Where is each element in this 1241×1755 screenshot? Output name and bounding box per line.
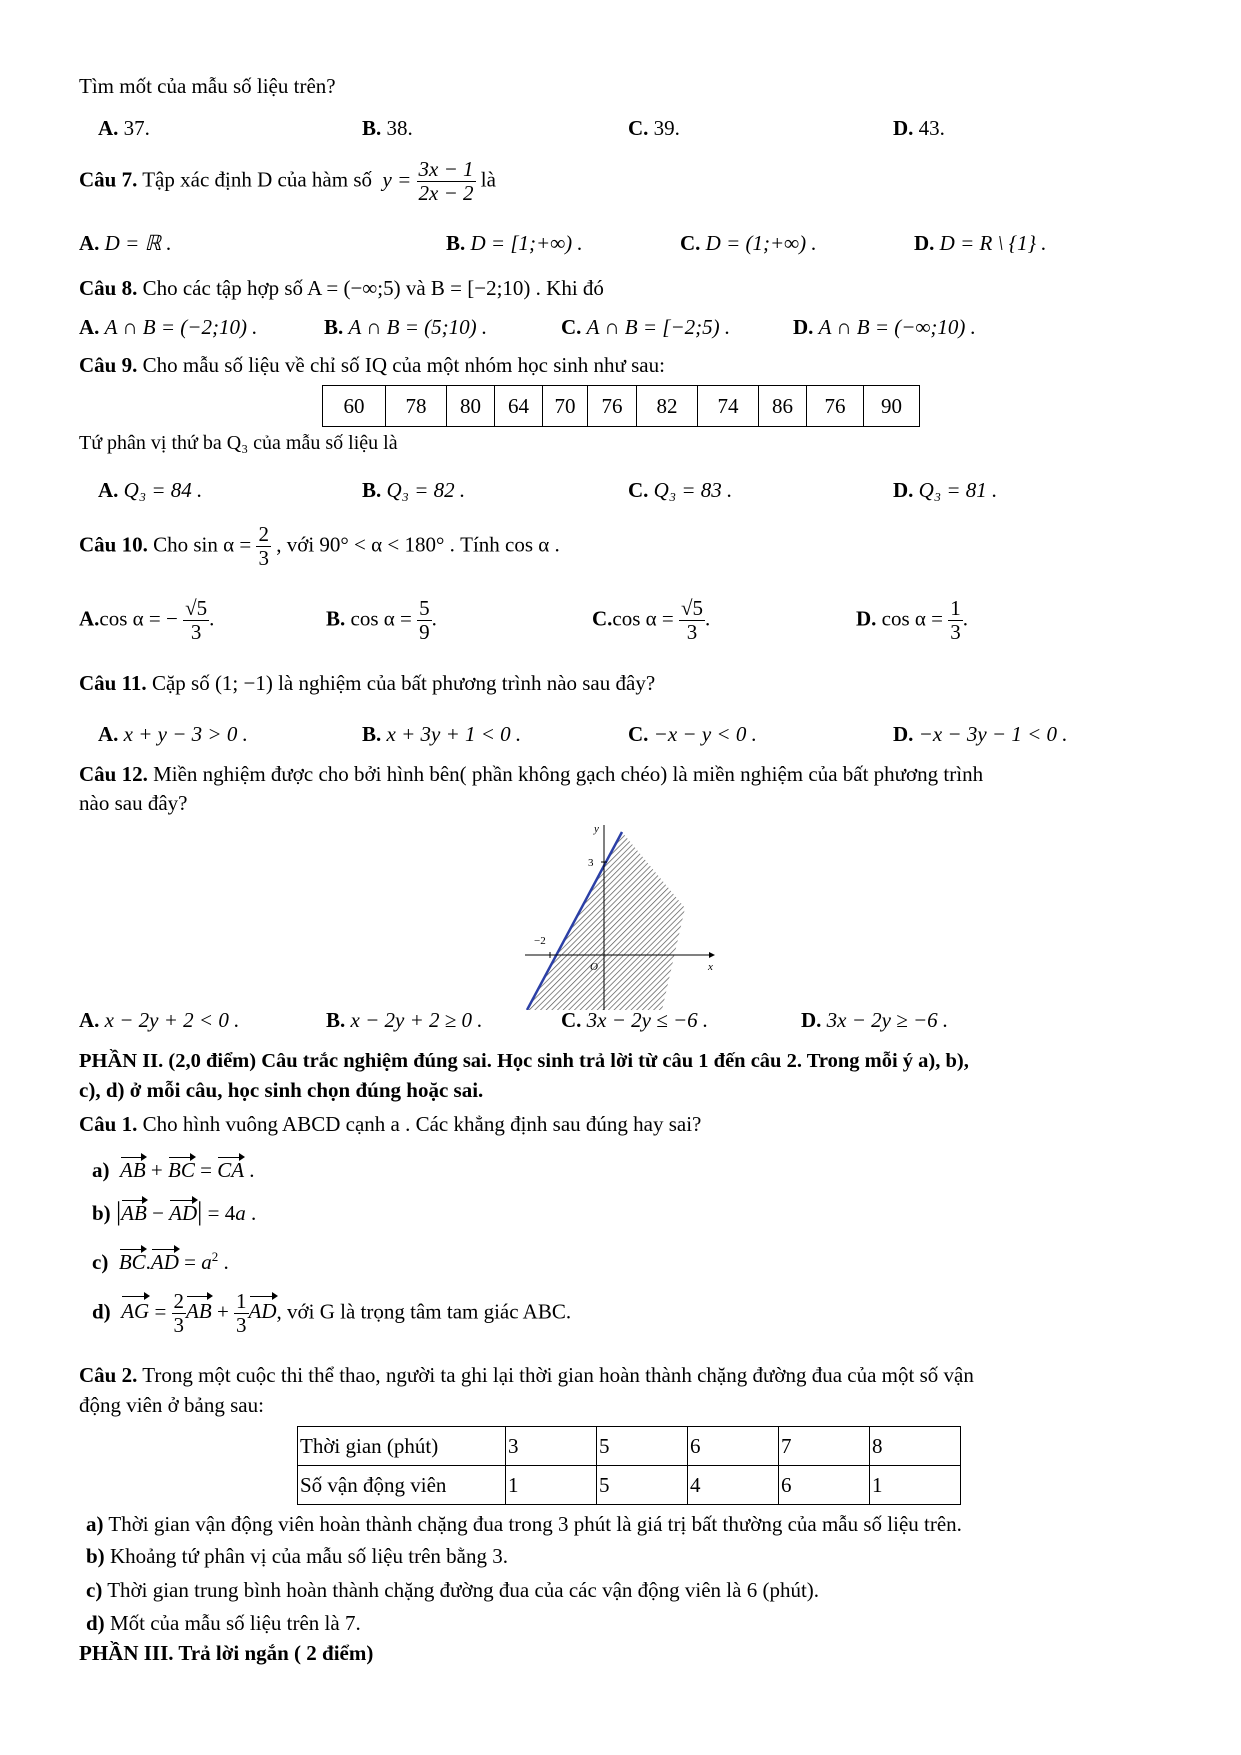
q11-option-c: C. −x − y < 0 . [628, 722, 757, 746]
table-cell: 4 [688, 1466, 779, 1505]
p2q2-item-d: d) Mốt của mẫu số liệu trên là 7. [86, 1611, 361, 1635]
q10-option-d: D. cos α = $\frac{1}{3}$ . [856, 596, 969, 645]
q7-option-d: D. D = R \ {1} . [914, 231, 1047, 255]
p2q1-item-d: d) AG = $\frac{2}{3}$ AB + $\frac{1}{3}$ AD, với G là trọng tâm tam giác ABC. [92, 1289, 572, 1338]
graph-origin: O [590, 961, 598, 973]
q7-option-a: A. D = ℝ . [79, 231, 172, 255]
part2-title-line1: PHẦN II. (2,0 điểm) Câu trắc nghiệm đúng sai. Học sinh trả lời từ câu 1 đến câu 2. Trong mỗi ý a), b), [79, 1050, 969, 1072]
q8-stem: Câu 8. Cho các tập hợp số A = (−∞;5) và B = [−2;10) . Khi đó [79, 276, 604, 300]
table-header-time: Thời gian (phút) [298, 1427, 506, 1466]
p2q1-item-a: a) AB + BC = CA . [92, 1158, 255, 1182]
q7-option-b: B. D = [1;+∞) . [446, 231, 583, 255]
iq-cell: 76 [807, 386, 864, 427]
table-cell: 6 [779, 1466, 870, 1505]
p2q1-item-c: c) $BC.AD = a^2$ . [92, 1249, 229, 1274]
q10-option-c: C.cos α = $\frac{√5}{3}$ . [592, 596, 711, 645]
q8-option-b: B. A ∩ B = (5;10) . [324, 315, 488, 339]
graph-y-label: y [594, 823, 599, 835]
table-cell: 6 [688, 1427, 779, 1466]
q12-stem-line2: nào sau đây? [79, 791, 188, 815]
q9-option-a: A. Q₃ = 84 . [98, 478, 203, 502]
p2q1-item-b: b) |AB − AD| = 4a . [92, 1197, 257, 1226]
q10-stem: Câu 10. Cho sin α = $\frac{2}{3}$ , với 90° < α < 180° . Tính cos α . [79, 522, 560, 571]
q10-option-b: B. cos α = $\frac{5}{9}$ . [326, 596, 437, 645]
q11-option-a: A. x + y − 3 > 0 . [98, 722, 248, 746]
iq-cell: 70 [543, 386, 588, 427]
p2q2-stem-line1: Câu 2. Trong một cuộc thi thể thao, người ta ghi lại thời gian hoàn thành chặng đường đua của một số vận [79, 1363, 974, 1387]
iq-cell: 76 [588, 386, 637, 427]
iq-cell: 80 [447, 386, 495, 427]
q12-option-b: B. x − 2y + 2 ≥ 0 . [326, 1008, 483, 1032]
q6-option-a: A. 37. [98, 116, 150, 140]
p2q2-item-c: c) Thời gian trung bình hoàn thành chặng đường đua của các vận động viên là 6 (phút). [86, 1578, 820, 1602]
q6-option-d: D. 43. [893, 116, 945, 140]
q12-option-c: C. 3x − 2y ≤ −6 . [561, 1008, 709, 1032]
q7-fraction: $\frac{3x - 1}{2x - 2}$ [418, 157, 474, 206]
q11-option-b: B. x + 3y + 1 < 0 . [362, 722, 522, 746]
q7-option-c: C. D = (1;+∞) . [680, 231, 817, 255]
q9-sub: Tứ phân vị thứ ba Q₃ của mẫu số liệu là [79, 432, 398, 454]
part2-title-line2: c), d) ở mỗi câu, học sinh chọn đúng hoặc sai. [79, 1078, 484, 1102]
q9-stem: Câu 9. Cho mẫu số liệu về chỉ số IQ của một nhóm học sinh như sau: [79, 353, 665, 377]
p2q2-item-a: a) Thời gian vận động viên hoàn thành chặng đua trong 3 phút là giá trị bất thường của mẫu số liệu trên. [86, 1512, 962, 1536]
q8-option-a: A. A ∩ B = (−2;10) . [79, 315, 258, 339]
p2q1-stem: Câu 1. Cho hình vuông ABCD cạnh a . Các khẳng định sau đúng hay sai? [79, 1112, 702, 1136]
q9-option-c: C. Q₃ = 83 . [628, 478, 733, 502]
q10-fraction: $\frac{2}{3}$ [258, 522, 269, 571]
iq-cell: 86 [759, 386, 807, 427]
q12-option-d: D. 3x − 2y ≥ −6 . [801, 1008, 949, 1032]
q11-option-d: D. −x − 3y − 1 < 0 . [893, 722, 1068, 746]
table-cell: 3 [506, 1427, 597, 1466]
p2q2-stem-line2: động viên ở bảng sau: [79, 1393, 264, 1417]
p2q2-item-b: b) Khoảng tứ phân vị của mẫu số liệu trên bằng 3. [86, 1544, 508, 1568]
table-cell: 5 [597, 1466, 688, 1505]
q7-stem: Câu 7. Tập xác định D của hàm số y = $\frac{3x - 1}{2x - 2}$ là [79, 157, 496, 206]
p2q2-time-table [297, 1426, 961, 1505]
table-cell: 7 [779, 1427, 870, 1466]
iq-cell: 90 [864, 386, 920, 427]
hatched-region [527, 832, 685, 1010]
q12-graph [515, 820, 725, 1010]
part3-title: PHẦN III. Trả lời ngắn ( 2 điểm) [79, 1641, 374, 1665]
q11-stem: Câu 11. Cặp số (1; −1) là nghiệm của bất phương trình nào sau đây? [79, 671, 656, 695]
iq-cell: 64 [495, 386, 543, 427]
graph-tick-x: −2 [534, 935, 546, 947]
q9-option-d: D. Q₃ = 81 . [893, 478, 998, 502]
q10-option-a: A.cos α = − $\frac{√5}{3}$ . [79, 596, 215, 645]
q12-option-a: A. x − 2y + 2 < 0 . [79, 1008, 240, 1032]
table-cell: 1 [506, 1466, 597, 1505]
iq-cell: 74 [698, 386, 759, 427]
graph-tick-y: 3 [588, 857, 594, 869]
iq-cell: 78 [386, 386, 447, 427]
table-header-athletes: Số vận động viên [298, 1466, 506, 1505]
table-cell: 8 [870, 1427, 961, 1466]
table-cell: 5 [597, 1427, 688, 1466]
q9-iq-table [322, 385, 920, 427]
intro-text: Tìm mốt của mẫu số liệu trên? [79, 74, 336, 98]
q9-option-b: B. Q₃ = 82 . [362, 478, 466, 502]
q6-option-b: B. 38. [362, 116, 413, 140]
table-cell: 1 [870, 1466, 961, 1505]
q12-stem-line1: Câu 12. Miền nghiệm được cho bởi hình bên( phần không gạch chéo) là miền nghiệm của bất phương trình [79, 762, 984, 786]
q8-option-c: C. A ∩ B = [−2;5) . [561, 315, 731, 339]
q8-option-d: D. A ∩ B = (−∞;10) . [793, 315, 976, 339]
q6-option-c: C. 39. [628, 116, 680, 140]
iq-cell: 82 [637, 386, 698, 427]
graph-x-label: x [708, 961, 713, 973]
iq-cell: 60 [323, 386, 386, 427]
